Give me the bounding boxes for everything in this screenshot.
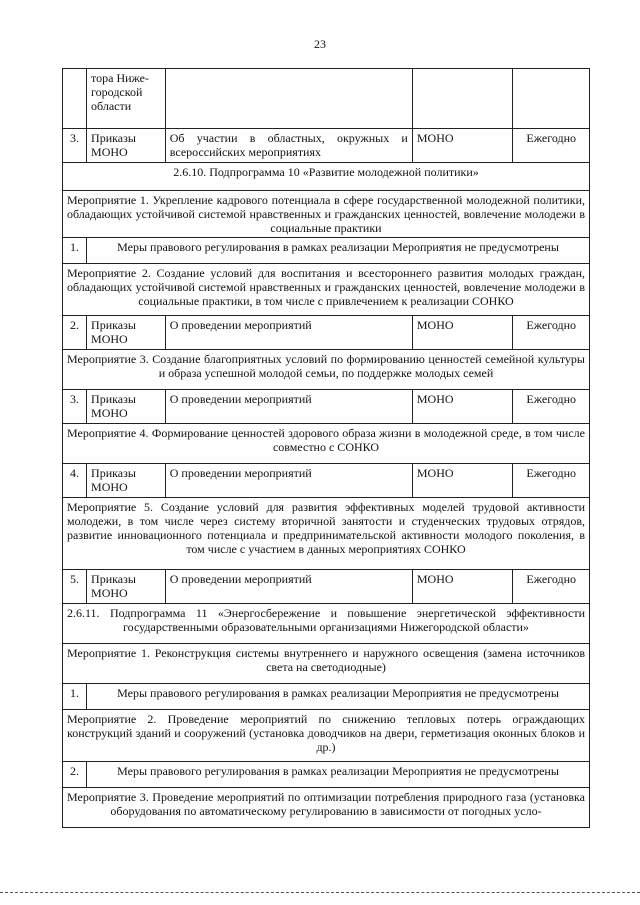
row-number: 2. <box>63 316 87 350</box>
act-type: Приказы МОНО <box>87 316 166 350</box>
note-text: Меры правового регулирования в рамках реализации Мероприятия не предусмотрены <box>87 238 590 264</box>
event-title: Мероприятие 3. Проведение мероприятий по оптимизации потребления природного газа (установка оборудования по автоматическому регулированию в зависимости от погодных усло- <box>63 788 590 828</box>
table-row-item <box>63 129 590 163</box>
event-title: Мероприятие 2. Создание условий для воспитания и всестороннего развития молодых граждан, обладающих устойчивой системой нравственных и гражданских ценностей, вовлечение молодежи в социальные практики, в том числе с привлечением к реализации СОНКО <box>63 264 590 316</box>
table-row-item <box>63 390 590 424</box>
event-title: Мероприятие 4. Формирование ценностей здорового образа жизни в молодежной среде, в том числе совместно с СОНКО <box>63 424 590 464</box>
table-row-event <box>63 788 590 828</box>
scan-edge-line <box>0 892 640 896</box>
row-number: 4. <box>63 464 87 498</box>
note-text: Меры правового регулирования в рамках реализации Мероприятия не предусмотрены <box>87 684 590 710</box>
event-title: Мероприятие 2. Проведение мероприятий по снижению тепловых потерь ограждающих конструкций зданий и сооружений (установка доводчиков на двери, герметизация оконных блоков и др.) <box>63 710 590 762</box>
table-row-header <box>63 163 590 191</box>
event-title: Мероприятие 5. Создание условий для развития эффективных моделей трудовой активности молодежи, в том числе через систему вторичной занятости и студенческих трудовых отрядов, развитие инновационного потенциала и предпринимательской активности молодого поколения, в том числе с участием в данных мероприятиях СОНКО <box>63 498 590 570</box>
act-type: Приказы МОНО <box>87 390 166 424</box>
table-row-note <box>63 762 590 788</box>
table-row-item <box>63 316 590 350</box>
event-title: Мероприятие 1. Укрепление кадрового потенциала в сфере государственной молодежной политики, обладающих устойчивой системой нравственных и гражданских ценностей, вовлечение молодежи в социальные практики <box>63 191 590 238</box>
act-name <box>165 69 412 129</box>
executor: МОНО <box>412 570 513 604</box>
page-number: 23 <box>314 37 326 51</box>
event-title: Мероприятие 3. Создание благоприятных условий по формированию ценностей семейной культуры и образа успешной молодой семьи, по поддержке молодых семей <box>63 350 590 390</box>
act-name: О проведении мероприятий <box>165 390 412 424</box>
act-name: О проведении мероприятий <box>165 570 412 604</box>
executor: МОНО <box>412 129 513 163</box>
table-row-item <box>63 464 590 498</box>
act-name: О проведении мероприятий <box>165 316 412 350</box>
table-row-note <box>63 238 590 264</box>
subprogram-title: 2.6.11. Подпрограмма 11 «Энергосбережение и повышение энергетической эффективности государственными образовательными организациями Нижегородской области» <box>63 604 590 644</box>
deadline <box>513 69 590 129</box>
deadline: Ежегодно <box>513 464 590 498</box>
deadline: Ежегодно <box>513 129 590 163</box>
table-row-event <box>63 350 590 390</box>
act-type: Приказы МОНО <box>87 129 166 163</box>
executor <box>412 69 513 129</box>
table-row-item <box>63 69 590 129</box>
row-number: 3. <box>63 129 87 163</box>
row-number <box>63 69 87 129</box>
executor: МОНО <box>412 316 513 350</box>
table-row-note <box>63 684 590 710</box>
row-number: 5. <box>63 570 87 604</box>
table-row-header <box>63 604 590 644</box>
executor: МОНО <box>412 390 513 424</box>
row-number: 2. <box>63 762 87 788</box>
act-name: Об участии в областных, окружных и всероссийских мероприятиях <box>165 129 412 163</box>
row-number: 1. <box>63 238 87 264</box>
act-type: тора Ниже-городской области <box>87 69 166 129</box>
act-type: Приказы МОНО <box>87 464 166 498</box>
act-name: О проведении мероприятий <box>165 464 412 498</box>
table-row-item <box>63 570 590 604</box>
deadline: Ежегодно <box>513 316 590 350</box>
executor: МОНО <box>412 464 513 498</box>
deadline: Ежегодно <box>513 390 590 424</box>
table-row-event <box>63 424 590 464</box>
row-number: 3. <box>63 390 87 424</box>
measures-table <box>62 68 590 828</box>
table-row-event <box>63 498 590 570</box>
event-title: Мероприятие 1. Реконструкция системы внутреннего и наружного освещения (замена источников света на светодиодные) <box>63 644 590 684</box>
subprogram-title: 2.6.10. Подпрограмма 10 «Развитие молодежной политики» <box>63 163 590 191</box>
table-row-event <box>63 710 590 762</box>
table-row-event <box>63 264 590 316</box>
row-number: 1. <box>63 684 87 710</box>
table-row-event <box>63 191 590 238</box>
note-text: Меры правового регулирования в рамках реализации Мероприятия не предусмотрены <box>87 762 590 788</box>
table-row-event <box>63 644 590 684</box>
act-type: Приказы МОНО <box>87 570 166 604</box>
deadline: Ежегодно <box>513 570 590 604</box>
